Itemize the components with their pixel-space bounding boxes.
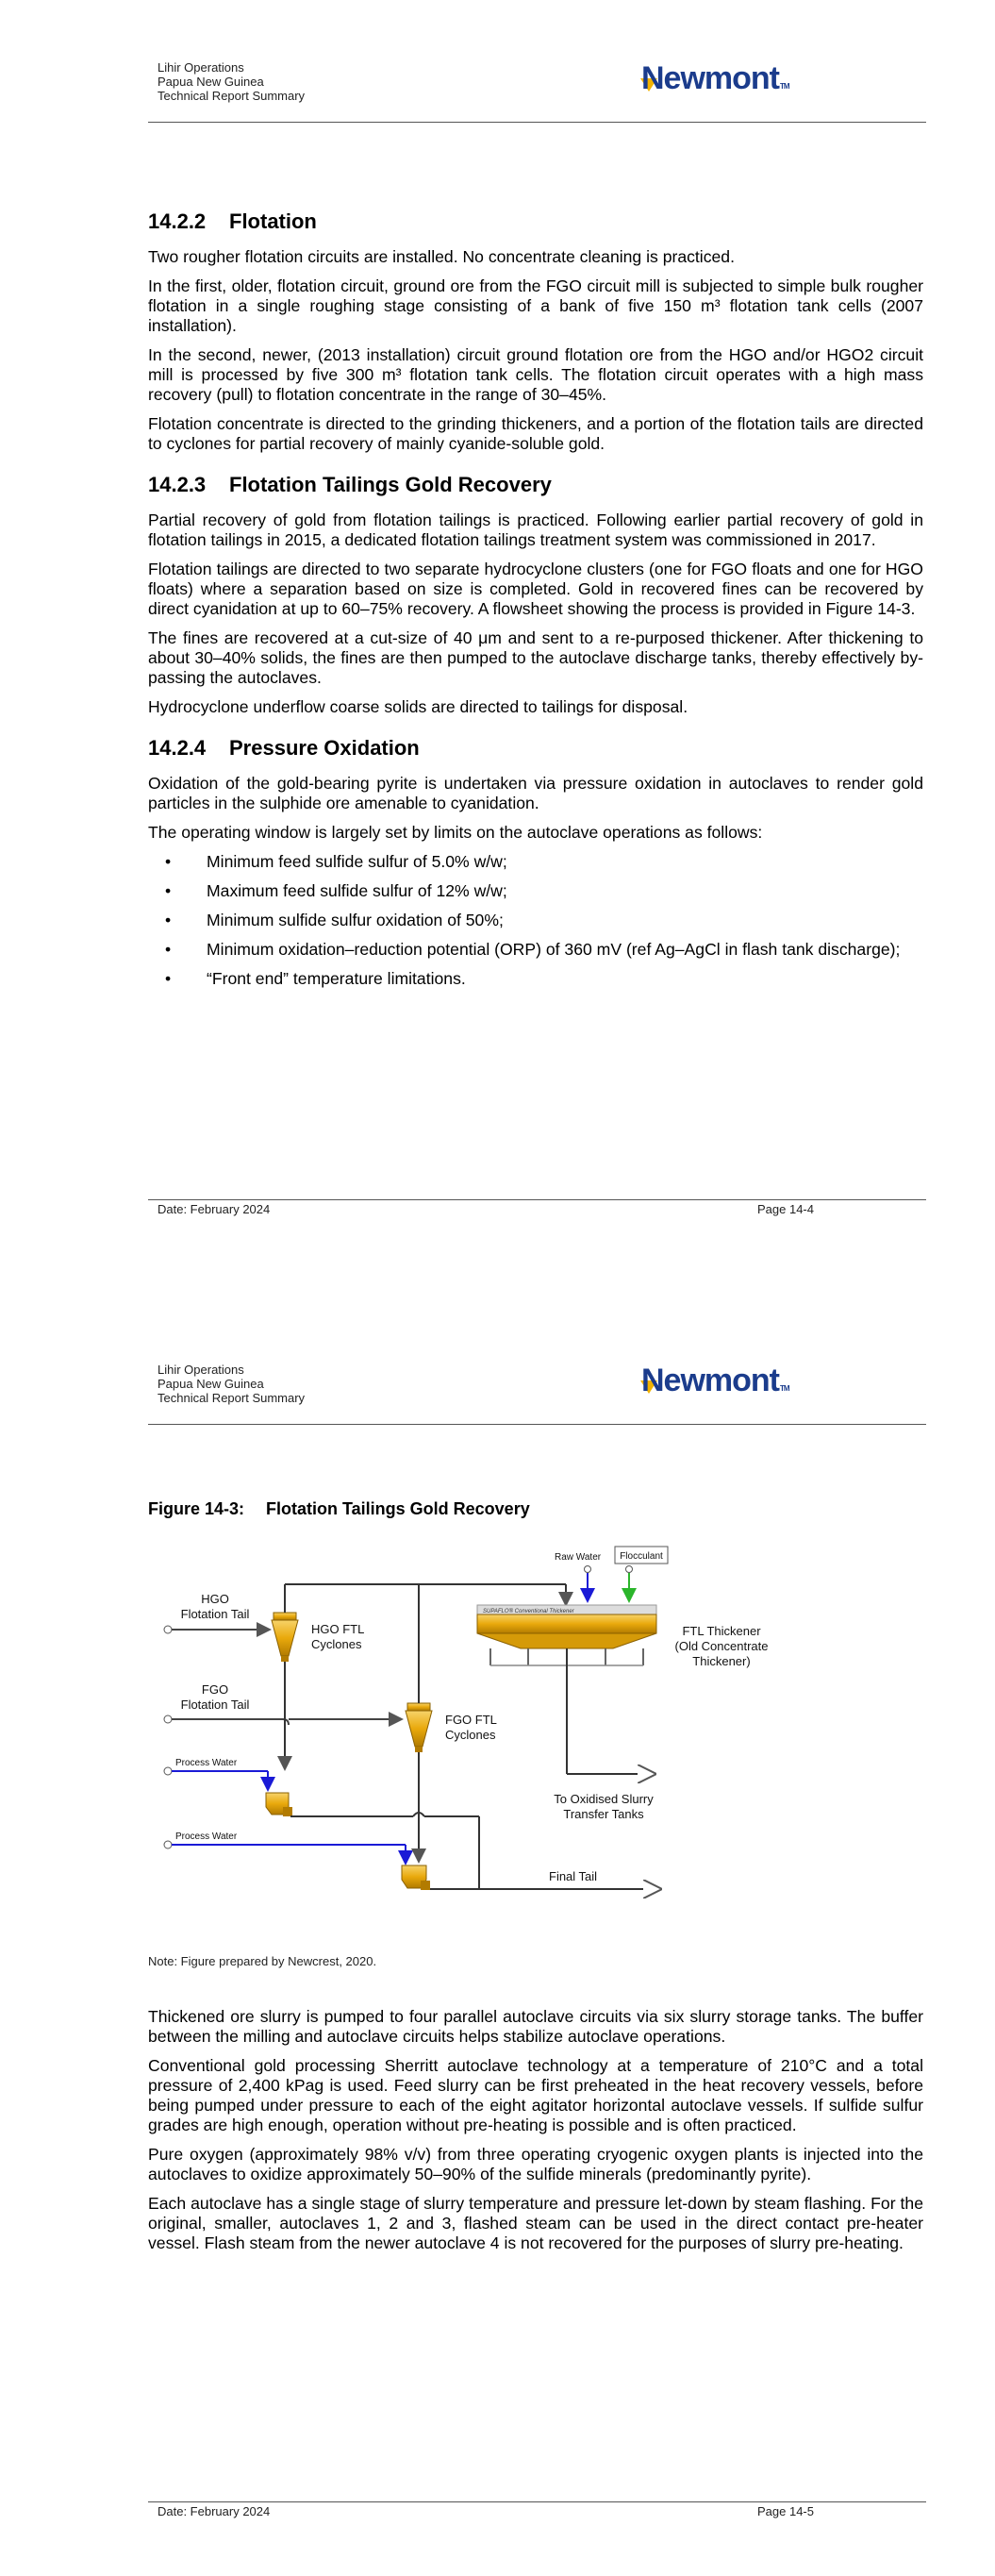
paragraph: Hydrocyclone underflow coarse solids are directed to tailings for disposal. [148, 697, 688, 716]
paragraph: The operating window is largely set by limits on the autoclave operations as follows: [148, 823, 763, 842]
logo-text: Newmont [641, 1363, 779, 1398]
paragraph: In the first, older, flotation circuit, ground ore from the FGO circuit mill is subjected to simple bulk rougher flotation in a single roughing stage consisting of a bank of five 150 m³ flotation tank cells (2007 installation). [148, 276, 923, 335]
label-raw-water: Raw Water [555, 1552, 602, 1563]
section-heading-tailings-recovery [148, 473, 923, 497]
footer-rule [148, 2501, 926, 2502]
section-number: 14.2.4 [148, 736, 207, 760]
page1-body [148, 209, 923, 998]
footer-page: Page 14-5 [757, 2504, 814, 2518]
header-rule [148, 122, 926, 123]
paragraph: Oxidation of the gold-bearing pyrite is undertaken via pressure oxidation in autoclaves to render gold particles in the sulphide ore amenable to cyanidation. [148, 774, 923, 812]
logo-tm: TM [780, 82, 789, 91]
label-hgo-cyclones-2: Cyclones [311, 1637, 362, 1651]
label-thickener-1: FTL Thickener [682, 1624, 761, 1638]
list-item: • Minimum feed sulfide sulfur of 5.0% w/w; [207, 852, 923, 872]
figure-number: Figure 14-3: [148, 1499, 245, 1518]
header-report: Technical Report Summary [158, 1391, 306, 1405]
label-hgo-tail-1: HGO [201, 1592, 229, 1606]
hgo-feed-line [164, 1626, 270, 1633]
footer-page: Page 14-4 [757, 1202, 814, 1216]
header-rule [148, 1424, 926, 1425]
section-title: Flotation [229, 209, 317, 233]
newmont-logo [641, 60, 789, 97]
logo-tm: TM [780, 1384, 789, 1393]
paragraph: Flotation concentrate is directed to the grinding thickeners, and a portion of the flotation tails are directed to cyclones for partial recovery of mainly cyanide-soluble gold. [148, 414, 923, 453]
label-fgo-cyclones-1: FGO FTL [445, 1713, 497, 1727]
section-number: 14.2.3 [148, 473, 207, 496]
section-title: Flotation Tailings Gold Recovery [229, 473, 552, 496]
paragraph: Two rougher flotation circuits are installed. No concentrate cleaning is practiced. [148, 247, 735, 266]
header-country: Papua New Guinea [158, 75, 264, 89]
list-item: • “Front end” temperature limitations. [207, 969, 923, 989]
footer-rule [148, 1199, 926, 1200]
label-to-oxidised-2: Transfer Tanks [563, 1807, 644, 1821]
label-thickener-banner: SUPAFLO® Conventional Thickener [483, 1609, 574, 1614]
section-number: 14.2.2 [148, 209, 207, 233]
hgo-cyclone [272, 1613, 298, 1662]
header-report: Technical Report Summary [158, 89, 306, 103]
label-hgo-tail-2: Flotation Tail [180, 1607, 250, 1621]
section-title: Pressure Oxidation [229, 736, 420, 760]
newmont-logo [641, 1363, 789, 1399]
label-process-water-1: Process Water [175, 1758, 238, 1768]
fgo-feed-line [164, 1715, 402, 1725]
footer-date: Date: February 2024 [158, 2504, 271, 2518]
paragraph: Pure oxygen (approximately 98% v/v) from three operating cryogenic oxygen plants is injected into the autoclaves to oxidize approximately 50–90% of the sulfide minerals (predominantly pyrite). [148, 2145, 923, 2183]
footer-date: Date: February 2024 [158, 1202, 271, 1216]
figure-note: Note: Figure prepared by Newcrest, 2020. [148, 1954, 377, 1968]
label-flocculant: Flocculant [620, 1551, 663, 1562]
paragraph: Flotation tailings are directed to two separate hydrocyclone clusters (one for FGO floats and one for HGO floats) where a separation based on size is completed. Gold in recovered fines can be recovered by direct cyanidation at up to 60–75% recovery. A flowsheet showing the process is provided in Figure 14-3. [148, 560, 923, 618]
hgo-pump-box [266, 1793, 292, 1816]
paragraph: Thickened ore slurry is pumped to four parallel autoclave circuits via six slurry storage tanks. The buffer between the milling and autoclave circuits helps stabilize autoclave operations. [148, 2007, 923, 2046]
label-fgo-tail-2: Flotation Tail [180, 1698, 250, 1712]
list-item: • Minimum sulfide sulfur oxidation of 50%; [207, 911, 923, 930]
logo-text: Newmont [641, 60, 779, 96]
fgo-cyclone [406, 1703, 432, 1752]
section-heading-flotation [148, 209, 923, 234]
figure-title: Flotation Tailings Gold Recovery [266, 1499, 530, 1518]
report-header [158, 1363, 305, 1405]
page-14-5 [0, 1288, 995, 2576]
paragraph: Partial recovery of gold from flotation tailings is practiced. Following earlier partial recovery of gold in flotation tailings in 2015, a dedicated flotation tailings treatment system was commissioned in 2017. [148, 510, 923, 549]
header-operation: Lihir Operations [158, 60, 244, 75]
header-operation: Lihir Operations [158, 1363, 244, 1377]
section-heading-pressure-oxidation [148, 736, 923, 761]
paragraph: Conventional gold processing Sherritt autoclave technology at a temperature of 210°C and a total pressure of 2,400 kPag is used. Feed slurry can be first preheated in the heat recovery vessels, before being pumped under pressure to each of the eight agitator horizontal autoclave vessels. If sulfide sulfur grades are high enough, operation without pre-heating is possible and is often practiced. [148, 2056, 923, 2134]
label-process-water-2: Process Water [175, 1832, 238, 1842]
page2-body [148, 2007, 923, 2263]
label-hgo-cyclones-1: HGO FTL [311, 1622, 365, 1636]
operating-limits-list [148, 852, 923, 989]
label-fgo-cyclones-2: Cyclones [445, 1728, 496, 1742]
paragraph: The fines are recovered at a cut-size of 40 μm and sent to a re-purposed thickener. After thickening to about 30–40% solids, the fines are then pumped to the autoclave discharge tanks, thereby effectively by-passing the autoclaves. [148, 628, 923, 687]
label-thickener-2: (Old Concentrate [674, 1639, 769, 1653]
list-item: • Minimum oxidation–reduction potential (ORP) of 360 mV (ref Ag–AgCl in flash tank discharge); [207, 940, 923, 960]
list-item: • Maximum feed sulfide sulfur of 12% w/w; [207, 881, 923, 901]
figure-caption [148, 1499, 530, 1519]
label-final-tail: Final Tail [549, 1869, 598, 1883]
header-country: Papua New Guinea [158, 1377, 264, 1391]
report-header [158, 60, 305, 103]
label-thickener-3: Thickener) [692, 1654, 751, 1668]
label-fgo-tail-1: FGO [201, 1682, 229, 1697]
paragraph: Each autoclave has a single stage of slurry temperature and pressure let-down by steam flashing. For the original, smaller, autoclaves 1, 2 and 3, flashed steam can be used in the direct contact pre-heater vessel. Flash steam from the newer autoclave 4 is not recovered for the purposes of slurry pre-heating. [148, 2194, 923, 2252]
flowsheet-diagram [0, 1543, 995, 1939]
fgo-pump-box [402, 1865, 430, 1890]
paragraph: In the second, newer, (2013 installation) circuit ground flotation ore from the HGO and/or HGO2 circuit mill is processed by five 300 m³ flotation tank cells. The flotation circuit operates with a high mass recovery (pull) to flotation concentrate in the range of 30–45%. [148, 345, 923, 404]
label-to-oxidised-1: To Oxidised Slurry [554, 1792, 654, 1806]
